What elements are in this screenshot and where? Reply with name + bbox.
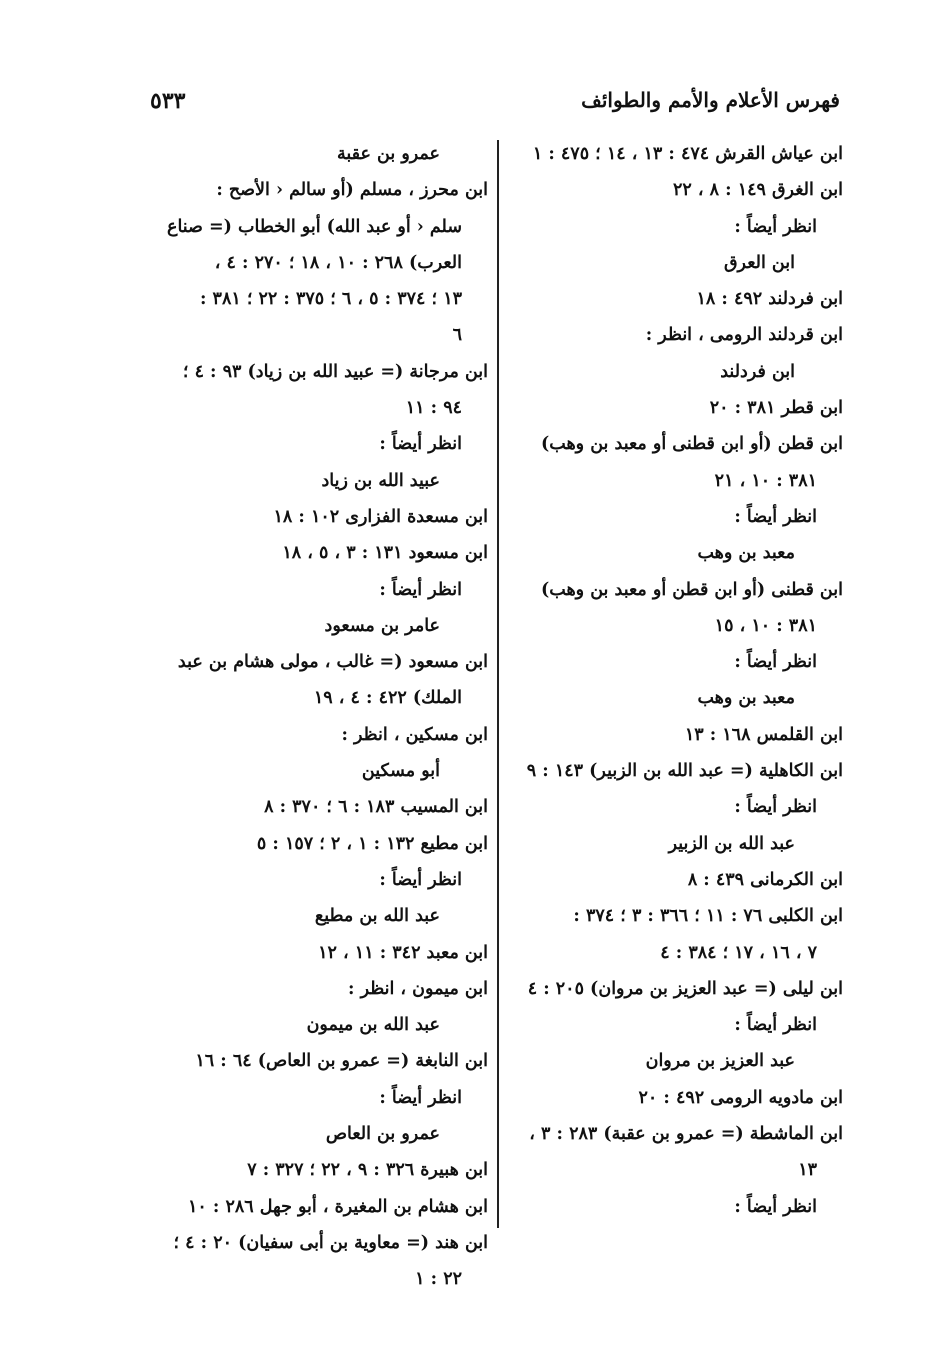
index-entry-line: ابن المسيب ١٨٣ : ٦ ؛ ٣٧٠ : ٨ <box>264 797 488 818</box>
index-entry-line: ١٣ <box>798 1160 817 1181</box>
index-entry-line: عمرو بن عقبة <box>336 144 440 164</box>
index-entry-line: ابن هند (= معاوية بن أبى سفيان) ٢٠ : ٤ ؛ <box>173 1232 488 1253</box>
index-entry-line: عمرو بن العاص <box>325 1124 440 1145</box>
index-entry-line: ابن مرجانة (= عبيد الله بن زياد) ٩٣ : ٤ ؛ <box>182 361 488 382</box>
column-divider <box>497 140 499 1228</box>
index-entry-line: الملك) ٤٢٢ : ٤ ، ١٩ <box>313 688 462 709</box>
index-entry-line: ابن مسعود (= غالب ، مولى هشام بن عبد <box>177 652 488 673</box>
index-entry-line: ٢٢ : ١ <box>415 1269 462 1290</box>
index-entry-line: عبد الله بن ميمون <box>306 1015 440 1036</box>
index-entry-line: ابن الكلبى ٧٦ : ١١ ؛ ٣٦٦ : ٣ ؛ ٣٧٤ : <box>573 906 843 927</box>
index-entry-line: انظر أيضاً : <box>734 1196 817 1217</box>
index-entry-line: عبد العزيز بن مروان <box>645 1051 795 1072</box>
index-entry-line: ٧ ، ١٦ ، ١٧ ؛ ٣٨٤ : ٤ <box>660 942 817 963</box>
index-entry-line: عامر بن مسعود <box>324 615 440 636</box>
index-entry-line: ٣٨١ : ١٠ ، ٢١ <box>714 470 817 491</box>
index-entry-line: ابن فردلند ٤٩٢ : ١٨ <box>696 289 843 310</box>
index-entry-line: ٩٤ : ١١ <box>405 398 462 419</box>
index-entry-line: ابن قردلند الرومى ، انظر : <box>645 325 843 346</box>
index-entry-line: ابن ليلى (= عبد العزيز بن مروان) ٢٠٥ : ٤ <box>527 978 843 999</box>
index-entry-line: انظر أيضاً : <box>379 869 462 890</box>
index-entry-line: ابن هشام بن المغيرة ، أبو جهل ٢٨٦ : ١٠ <box>188 1196 488 1217</box>
index-entry-line: انظر أيضاً : <box>734 216 817 237</box>
index-entry-line: ابن عياش القرش ٤٧٤ : ١٣ ، ١٤ ؛ ٤٧٥ : ١ <box>532 144 843 164</box>
index-entry-line: ٣٨١ : ١٠ ، ١٥ <box>714 615 817 636</box>
index-entry-line: انظر أيضاً : <box>379 434 462 455</box>
index-entry-line: معبد بن وهب <box>697 543 795 564</box>
index-entry-line: ١٣ ؛ ٣٧٤ : ٥ ، ٦ ؛ ٣٧٥ : ٢٢ ؛ ٣٨١ : <box>199 289 462 310</box>
index-entry-line: ابن مطيع ١٣٢ : ١ ، ٢ ؛ ١٥٧ : ٥ <box>256 833 488 854</box>
index-entry-line: انظر أيضاً : <box>379 579 462 600</box>
index-entry-line: ابن القلمس ١٦٨ : ١٣ <box>684 724 843 745</box>
index-entry-line: ٦ <box>452 325 462 346</box>
index-entry-line: انظر أيضاً : <box>734 652 817 673</box>
index-entry-line: ابن هبيرة ٣٢٦ : ٩ ، ٢٢ ؛ ٣٢٧ : ٧ <box>247 1160 488 1181</box>
index-entry-line: العرب) ٢٦٨ : ١٠ ، ١٨ ؛ ٢٧٠ : ٤ ، <box>214 252 462 273</box>
index-entry-line: عبيد الله بن زياد <box>321 470 440 491</box>
index-entry-line: ابن قطر ٣٨١ : ٢٠ <box>709 398 843 419</box>
index-entry-line: معبد بن وهب <box>697 688 795 709</box>
index-entry-line: ابن مادويه الرومى ٤٩٢ : ٢٠ <box>638 1087 843 1108</box>
index-entry-line: ابن محرز ، مسلم (أو سالم ‹ الأصح : <box>216 180 488 201</box>
index-entry-line: ابن الغرق ١٤٩ : ٨ ، ٢٢ <box>672 180 843 201</box>
index-entry-line: انظر أيضاً : <box>734 1015 817 1036</box>
index-entry-line: عبد الله بن الزبير <box>668 833 795 854</box>
running-title: فهرس الأعلام والأمم والطوائف <box>581 88 840 112</box>
index-entry-line: انظر أيضاً : <box>734 506 817 527</box>
index-entry-line: انظر أيضاً : <box>734 797 817 818</box>
index-entry-line: ابن قطنى (أو ابن قطن أو معبد بن وهب) <box>540 579 843 600</box>
index-column-left <box>148 136 488 1298</box>
index-entry-line: انظر أيضاً : <box>379 1087 462 1108</box>
index-entry-line: ابن العرق <box>723 252 795 273</box>
index-entry-line: ابن الماشطة (= عمرو بن عقبة) ٢٨٣ : ٣ ، <box>529 1124 843 1145</box>
index-entry-line: ابن معبد ٣٤٢ : ١١ ، ١٢ <box>318 942 488 963</box>
index-entry-line: أبو مسكين <box>361 761 440 782</box>
index-entry-line: سلم ‹ أو عبد الله) أبو الخطاب (= صناع <box>167 216 462 237</box>
index-entry-line: ابن فردلند <box>720 361 795 382</box>
index-entry-line: ابن ميمون ، انظر : <box>348 978 488 999</box>
index-entry-line: عبد الله بن مطيع <box>314 906 440 927</box>
index-entry-line: ابن النابغة (= عمرو بن العاص) ٦٤ : ١٦ <box>195 1051 488 1072</box>
index-entry-line: ابن قطن (أو ابن قطنى أو معبد بن وهب) <box>540 434 843 455</box>
page-header <box>150 88 840 118</box>
index-column-right <box>503 136 843 1225</box>
index-entry-line: ابن الكاهلية (= عبد الله بن الزبير) ١٤٣ : ٩ <box>526 761 843 782</box>
index-entry-line: ابن مسكين ، انظر : <box>341 724 488 745</box>
page-number: ٥٣٣ <box>150 88 186 114</box>
index-entry-line: ابن الكرمانى ٤٣٩ : ٨ <box>687 869 843 890</box>
index-entry-line: ابن مسعود ١٣١ : ٣ ، ٥ ، ١٨ <box>282 543 488 564</box>
index-entry-line: ابن مسعدة الفزارى ١٠٢ : ١٨ <box>273 506 488 527</box>
